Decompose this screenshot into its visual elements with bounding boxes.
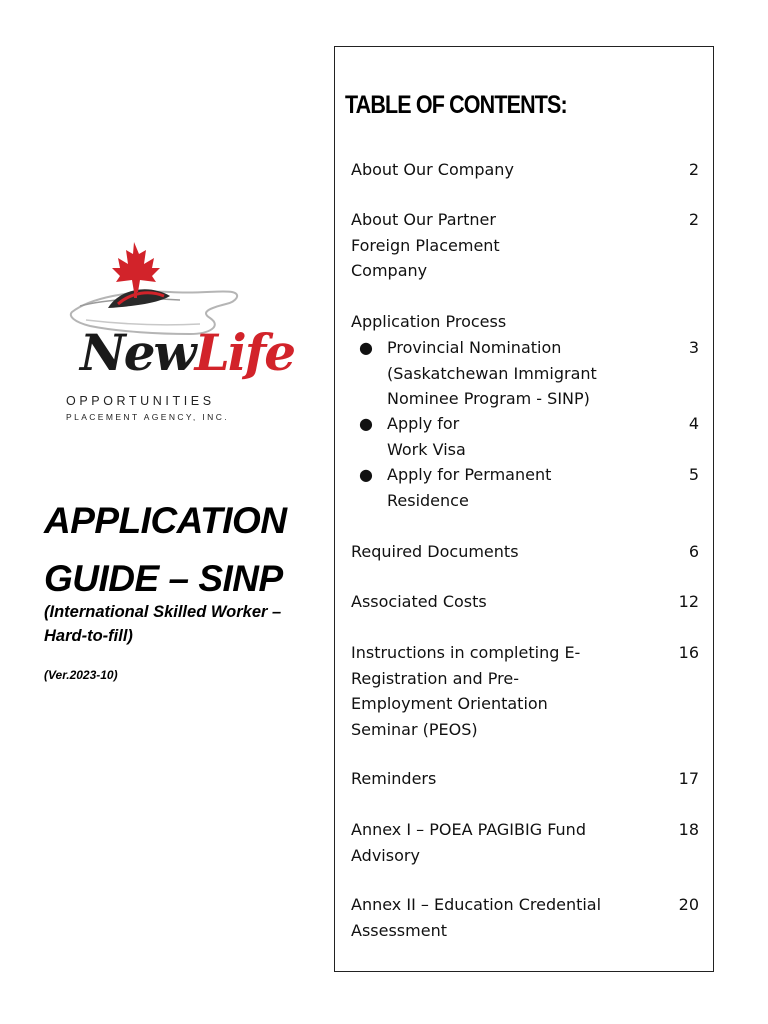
toc-subentry-page: 5 (688, 465, 699, 484)
toc-entry-annex-1[interactable] (351, 817, 699, 868)
toc-entry-title: About Our Partner Foreign Placement Company (351, 210, 500, 280)
bullet-icon: ● (359, 465, 373, 484)
toc-entry-title: About Our Company (351, 160, 514, 179)
toc-entry-title: Instructions in completing E-Registration and Pre-Employment Orientation Seminar (PEOS) (351, 643, 581, 739)
guide-title-line1: APPLICATION (44, 500, 287, 541)
toc-subentry-title: Apply for Work Visa (387, 414, 466, 459)
toc-entry-page: 17 (678, 769, 699, 788)
logo-word-life: Life (194, 323, 295, 382)
toc-entry-page: 6 (688, 542, 699, 561)
toc-entry-title: Application Process (351, 312, 507, 331)
toc-entry-associated-costs[interactable] (351, 589, 699, 615)
guide-version: (Ver.2023-10) (44, 668, 118, 682)
guide-title-line2: GUIDE – SINP (44, 558, 283, 599)
toc-entry-annex-2[interactable] (351, 892, 699, 943)
toc-heading: TABLE OF CONTENTS: (345, 91, 567, 119)
toc-entry-required-documents[interactable] (351, 539, 699, 565)
toc-entry-about-partner[interactable] (351, 207, 699, 284)
toc-entry-title: Annex I – POEA PAGIBIG Fund Advisory (351, 820, 586, 865)
toc-subentry-page: 4 (688, 414, 699, 433)
toc-entry-about-company[interactable] (351, 157, 699, 183)
toc-subentry-permanent-residence[interactable] (351, 462, 699, 513)
bullet-icon: ● (359, 338, 373, 357)
toc-entry-page: 2 (688, 210, 699, 229)
logo-opportunities: OPPORTUNITIES (66, 394, 215, 408)
toc-subentry-work-visa[interactable] (351, 411, 699, 462)
toc-entry-title: Required Documents (351, 542, 519, 561)
toc-entry-title: Associated Costs (351, 592, 487, 611)
toc-entry-title: Reminders (351, 769, 437, 788)
toc-subentry-title: Apply for Permanent Residence (387, 465, 552, 510)
toc-subentry-title: Provincial Nomination (Saskatchewan Immigrant Nominee Program - SINP) (387, 338, 597, 408)
company-logo (60, 238, 300, 438)
table-of-contents (334, 46, 714, 972)
logo-word-new: New (80, 323, 195, 382)
toc-entry-page: 20 (678, 895, 699, 914)
logo-wordmark (80, 323, 295, 382)
toc-entry-page: 2 (688, 160, 699, 179)
guide-subtitle: (International Skilled Worker – Hard-to-fill) (44, 603, 282, 645)
toc-subentry-provincial-nomination[interactable] (351, 335, 699, 412)
bullet-icon: ● (359, 414, 373, 433)
guide-title (44, 492, 324, 608)
toc-subentry-page: 3 (688, 338, 699, 357)
toc-entry-page: 18 (678, 820, 699, 839)
toc-entry-page: 12 (678, 592, 699, 611)
toc-entry-instructions[interactable] (351, 640, 699, 742)
toc-entry-application-process[interactable] (351, 309, 699, 335)
toc-entry-reminders[interactable] (351, 766, 699, 792)
logo-agency: PLACEMENT AGENCY, INC. (66, 412, 230, 422)
toc-entry-page: 16 (678, 643, 699, 662)
toc-entry-title: Annex II – Education Credential Assessment (351, 895, 602, 940)
